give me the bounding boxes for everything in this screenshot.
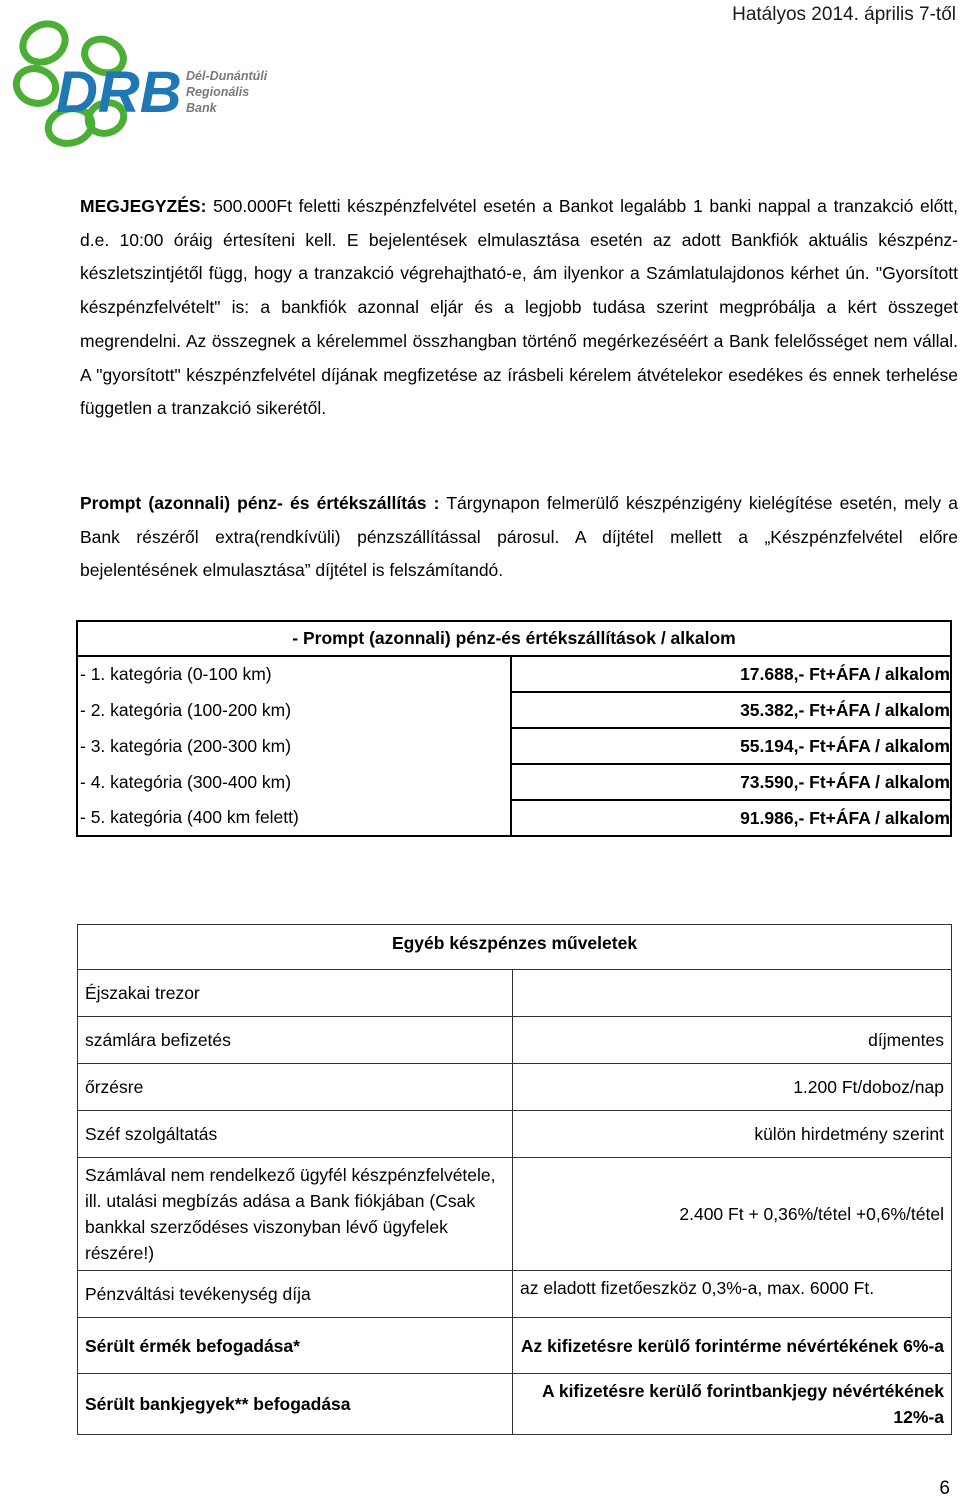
operation-fee: Az kifizetésre kerülő forintérme névértékének 6%-a <box>513 1318 952 1374</box>
table-row <box>78 1111 952 1158</box>
price-cell: 91.986,- Ft+ÁFA / alkalom <box>511 800 951 836</box>
ops-table-title: Egyéb készpénzes műveletek <box>78 925 952 970</box>
note-label: MEGJEGYZÉS: <box>80 196 207 216</box>
table-row <box>78 1017 952 1064</box>
category-cell: - 4. kategória (300-400 km) <box>77 764 511 800</box>
prompt-text: Tárgynapon felmerülő készpénzigény kielégítése esetén, mely a Bank részéről extra(rendkívüli) pénzszállítással párosul. A díjtétel mellett a „Készpénzfelvétel előre bejelentésének elmulasztása” díjtétel is felszámítandó. <box>80 493 958 581</box>
table-row <box>77 764 951 800</box>
table-row <box>78 1374 952 1435</box>
svg-text:Regionális: Regionális <box>186 85 250 99</box>
price-cell: 55.194,- Ft+ÁFA / alkalom <box>511 728 951 764</box>
category-cell: - 5. kategória (400 km felett) <box>77 800 511 836</box>
note-paragraph <box>80 190 958 426</box>
note-text: 500.000Ft feletti készpénzfelvétel esetén a Bankot legalább 1 banki nappal a tranzakció előtt, d.e. 10:00 óráig értesíteni kell. E bejelentések elmulasztása esetén az adott Bankfiók aktuális készpénz-készletszintjétől függ, hogy a tranzakció végrehajtható-e, ám ilyenkor a Számlatulajdonos kérhet ún. "Gyorsított készpénzfelvételt" is: a bankfiók azonnal eljár és a legjobb tudása szerint megpróbálja a kért összeget megrendelni. Az összegnek a kérelemmel összhangban történő megérkezéséért a Bank felelősséget nem vállal. A "gyorsított" készpénzfelvétel díjának megfizetése az írásbeli kérelem átvételekor esedékes és ennek terhelése független a tranzakció sikerétől. <box>80 196 958 419</box>
category-cell: - 1. kategória (0-100 km) <box>77 656 511 692</box>
operation-label: számlára befizetés <box>78 1017 513 1064</box>
operation-label: őrzésre <box>78 1064 513 1111</box>
price-cell: 17.688,- Ft+ÁFA / alkalom <box>511 656 951 692</box>
price-cell: 73.590,- Ft+ÁFA / alkalom <box>511 764 951 800</box>
drb-logo <box>6 8 276 158</box>
operation-fee: díjmentes <box>513 1017 952 1064</box>
table-row <box>78 1158 952 1271</box>
operation-label: Sérült érmék befogadása* <box>78 1318 513 1374</box>
table-row <box>77 728 951 764</box>
effective-date: Hatályos 2014. április 7-től <box>732 4 956 25</box>
prompt-fee-table <box>76 620 952 837</box>
logo-brand: DRB <box>56 60 182 125</box>
svg-text:Dél-Dunántúli: Dél-Dunántúli <box>186 69 268 83</box>
operation-label: Éjszakai trezor <box>78 970 513 1017</box>
operation-label: Sérült bankjegyek** befogadása <box>78 1374 513 1435</box>
operation-label: Széf szolgáltatás <box>78 1111 513 1158</box>
operation-fee: külön hirdetmény szerint <box>513 1111 952 1158</box>
other-cash-operations-table <box>77 924 952 1435</box>
operation-fee <box>513 970 952 1017</box>
price-cell: 35.382,- Ft+ÁFA / alkalom <box>511 692 951 728</box>
table-row <box>78 1271 952 1318</box>
page-number: 6 <box>939 1478 950 1499</box>
table-row <box>78 1064 952 1111</box>
category-cell: - 3. kategória (200-300 km) <box>77 728 511 764</box>
operation-label: Pénzváltási tevékenység díja <box>78 1271 513 1318</box>
prompt-paragraph <box>80 487 958 588</box>
operation-fee: 2.400 Ft + 0,36%/tétel +0,6%/tétel <box>513 1158 952 1271</box>
prompt-label: Prompt (azonnali) pénz- és értékszállítás : <box>80 493 440 513</box>
operation-label: Számlával nem rendelkező ügyfél készpénzfelvétele, ill. utalási megbízás adása a Bank fiókjában (Csak bankkal szerződéses viszonyban lévő ügyfelek részére!) <box>78 1158 513 1271</box>
table-row <box>78 1318 952 1374</box>
prompt-table-title: - Prompt (azonnali) pénz-és értékszállítások / alkalom <box>77 621 951 656</box>
svg-text:Bank: Bank <box>186 101 217 115</box>
operation-fee: A kifizetésre kerülő forintbankjegy névértékének 12%-a <box>513 1374 952 1435</box>
table-row <box>78 970 952 1017</box>
table-row <box>77 656 951 692</box>
operation-fee: 1.200 Ft/doboz/nap <box>513 1064 952 1111</box>
table-row <box>77 692 951 728</box>
table-row <box>77 800 951 836</box>
category-cell: - 2. kategória (100-200 km) <box>77 692 511 728</box>
operation-fee: az eladott fizetőeszköz 0,3%-a, max. 6000 Ft. <box>513 1271 952 1318</box>
